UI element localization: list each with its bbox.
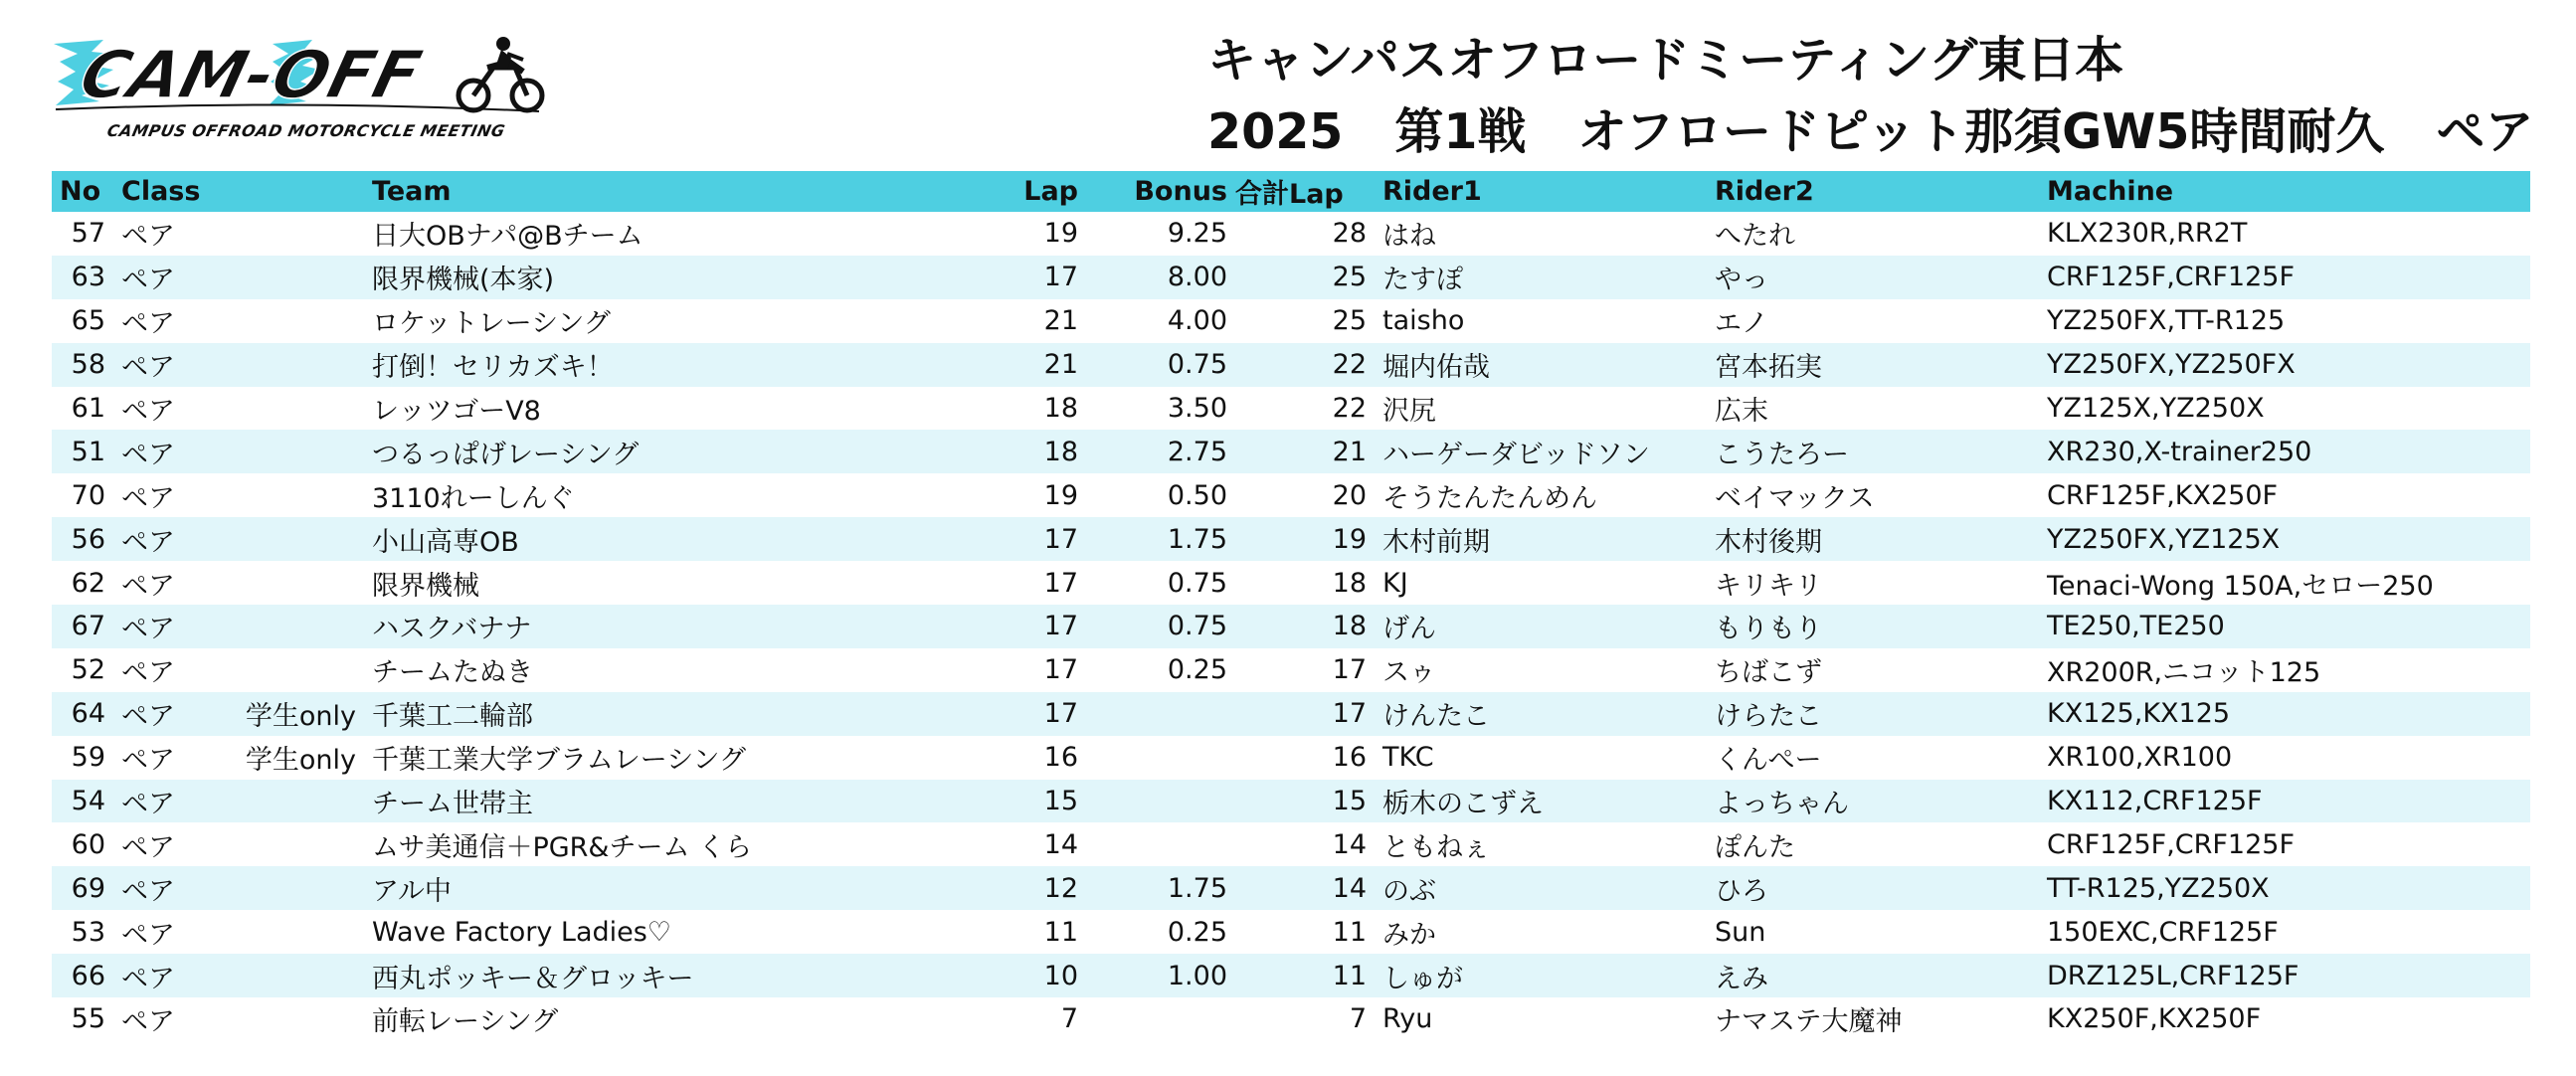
cell-bonus: 0.50: [1167, 479, 1227, 511]
table-row: [52, 387, 2530, 431]
cell-team: ロケットレーシング: [372, 308, 611, 340]
motocross-rider-icon: [459, 37, 542, 110]
cell-lap: 7: [1060, 1003, 1078, 1035]
cell-rider2: Sun: [1715, 916, 1766, 948]
cell-machine: DRZ125L,CRF125F: [2047, 960, 2300, 991]
cell-sub: [237, 212, 364, 256]
cell-rider1: KJ: [1382, 567, 1408, 599]
cell-team: つるっぱげレーシング: [372, 439, 640, 470]
cell-team: 打倒！セリカズキ！: [372, 352, 614, 384]
cell-sub: 学生only: [245, 745, 356, 777]
cell-no: 64: [71, 698, 105, 730]
cell-total-lap: 14: [1332, 872, 1367, 904]
cell-lap: 15: [1043, 786, 1078, 817]
cell-lap: 19: [1043, 218, 1078, 250]
cell-no: 51: [71, 436, 105, 467]
cell-total-lap: 18: [1332, 567, 1367, 599]
cell-team: チームたぬき: [372, 657, 533, 689]
cell-machine: KX125,KX125: [2047, 698, 2231, 730]
cell-bonus: 0.75: [1167, 349, 1227, 381]
cell-rider1: のぶ: [1382, 875, 1436, 907]
cell-rider2: へたれ: [1715, 221, 1795, 253]
cell-team: ムサ美通信＋PGR&チーム くら: [372, 831, 753, 863]
cell-total-lap: 11: [1332, 916, 1367, 948]
cell-team: 3110れーしんぐ: [372, 482, 575, 514]
cell-rider2: 広末: [1715, 396, 1768, 427]
cell-lap: 17: [1043, 262, 1078, 293]
cell-bonus: [1086, 780, 1235, 823]
cell-sub: [237, 822, 364, 866]
cell-bonus: 3.50: [1167, 393, 1227, 424]
header-team: Team: [372, 176, 452, 207]
header-machine: Machine: [2047, 176, 2174, 207]
cell-rider2: もりもり: [1715, 614, 1822, 645]
cell-no: 62: [71, 567, 105, 599]
cell-rider2: こうたろー: [1715, 439, 1849, 470]
cell-rider1: そうたんたんめん: [1382, 482, 1597, 514]
cell-rider1: たすぽ: [1382, 265, 1463, 296]
cell-rider1: 栃木のこずえ: [1382, 789, 1544, 820]
cell-rider1: ともねぇ: [1382, 831, 1490, 863]
cell-team: Wave Factory Ladies♡: [372, 916, 672, 948]
header-rider2: Rider2: [1715, 176, 1814, 207]
cell-no: 67: [71, 611, 105, 642]
cell-class: ペア: [121, 963, 175, 994]
cell-total-lap: 7: [1349, 1003, 1367, 1035]
cell-team: 小山高専OB: [372, 526, 519, 558]
cell-total-lap: 17: [1332, 698, 1367, 730]
cell-sub: [237, 387, 364, 431]
cell-class: ペア: [121, 570, 175, 602]
cell-machine: KLX230R,RR2T: [2047, 218, 2248, 250]
cell-no: 63: [71, 262, 105, 293]
cell-bonus: [1086, 997, 1235, 1041]
cell-sub: [237, 997, 364, 1041]
cell-bonus: 1.75: [1167, 523, 1227, 555]
cell-rider2: けらたこ: [1715, 701, 1822, 733]
cell-bonus: [1086, 692, 1235, 736]
cell-bonus: 4.00: [1167, 305, 1227, 337]
cell-team: 西丸ポッキー＆グロッキー: [372, 963, 694, 994]
cell-sub: [237, 343, 364, 387]
cell-bonus: [1086, 822, 1235, 866]
table-row: [52, 343, 2530, 387]
cell-class: ペア: [121, 701, 175, 733]
cell-sub: [237, 256, 364, 299]
cell-rider2: 宮本拓実: [1715, 352, 1822, 384]
cell-bonus: 0.25: [1167, 654, 1227, 686]
cell-no: 70: [71, 479, 105, 511]
cell-machine: XR100,XR100: [2047, 742, 2233, 774]
cell-no: 59: [71, 742, 105, 774]
cell-sub: [237, 648, 364, 692]
cell-team: 千葉工二輪部: [372, 701, 533, 733]
cell-machine: YZ250FX,TT-R125: [2047, 305, 2286, 337]
cell-lap: 19: [1043, 479, 1078, 511]
cell-class: ペア: [121, 439, 175, 470]
cell-class: ペア: [121, 482, 175, 514]
cell-machine: YZ125X,YZ250X: [2047, 393, 2265, 424]
cell-class: ペア: [121, 919, 175, 951]
cell-rider1: みか: [1382, 919, 1436, 951]
cell-lap: 18: [1043, 436, 1078, 467]
cell-rider1: しゅが: [1382, 963, 1463, 994]
cell-rider1: けんたこ: [1382, 701, 1490, 733]
cell-total-lap: 18: [1332, 611, 1367, 642]
cell-total-lap: 16: [1332, 742, 1367, 774]
cell-lap: 17: [1043, 523, 1078, 555]
logo-wordmark: CAM-OFF: [73, 36, 430, 113]
cell-no: 56: [71, 523, 105, 555]
cell-rider1: はね: [1382, 221, 1436, 253]
cell-bonus: 1.75: [1167, 872, 1227, 904]
cell-team: 限界機械: [372, 570, 479, 602]
cell-sub: [237, 780, 364, 823]
cell-class: ペア: [121, 745, 175, 777]
cell-no: 61: [71, 393, 105, 424]
cell-no: 55: [71, 1003, 105, 1035]
header-lap: Lap: [1023, 176, 1078, 207]
cam-off-logo: [52, 30, 549, 144]
cell-no: 54: [71, 786, 105, 817]
event-series-title: キャンパスオフロードミーティング東日本: [1207, 32, 2124, 89]
header-sub: [237, 171, 364, 212]
cell-bonus: 9.25: [1167, 218, 1227, 250]
cell-bonus: [1086, 736, 1235, 780]
cell-rider1: 木村前期: [1382, 526, 1490, 558]
cell-team: チーム世帯主: [372, 789, 533, 820]
cell-lap: 21: [1043, 349, 1078, 381]
race-round: 第1戦: [1394, 103, 1527, 160]
cell-lap: 16: [1043, 742, 1078, 774]
cell-total-lap: 15: [1332, 786, 1367, 817]
header-no: No: [60, 176, 101, 207]
cell-rider1: taisho: [1382, 305, 1465, 337]
table-row: [52, 561, 2530, 605]
cell-lap: 11: [1043, 916, 1078, 948]
cell-rider2: ナマステ大魔神: [1715, 1006, 1903, 1038]
cell-rider1: ハーゲーダビッドソン: [1382, 439, 1650, 470]
cell-machine: Tenaci-Wong 150A,セロー250: [2047, 570, 2434, 602]
table-row: [52, 954, 2530, 997]
cell-bonus: 0.75: [1167, 567, 1227, 599]
cell-sub: [237, 517, 364, 561]
cell-rider1: TKC: [1382, 742, 1434, 774]
cell-machine: 150EXC,CRF125F: [2047, 916, 2279, 948]
cell-no: 58: [71, 349, 105, 381]
cell-total-lap: 11: [1332, 960, 1367, 991]
cell-lap: 17: [1043, 698, 1078, 730]
cell-rider2: ひろ: [1715, 875, 1768, 907]
cell-total-lap: 25: [1332, 305, 1367, 337]
cell-total-lap: 28: [1332, 218, 1367, 250]
cell-rider2: エノ: [1715, 308, 1768, 340]
table-row: [52, 473, 2530, 517]
cell-team: 千葉工業大学ブラムレーシング: [372, 745, 746, 777]
event-race-title: [1207, 101, 2533, 163]
cell-total-lap: 22: [1332, 349, 1367, 381]
cell-team: 限界機械(本家): [372, 265, 555, 296]
cell-no: 65: [71, 305, 105, 337]
cell-lap: 17: [1043, 611, 1078, 642]
cell-rider2: 木村後期: [1715, 526, 1822, 558]
cell-team: ハスクバナナ: [372, 614, 532, 645]
cell-rider1: スゥ: [1382, 657, 1436, 689]
cell-no: 53: [71, 916, 105, 948]
cell-no: 66: [71, 960, 105, 991]
results-table: [52, 171, 2530, 1041]
cell-sub: [237, 866, 364, 910]
cell-total-lap: 17: [1332, 654, 1367, 686]
cell-team: レッツゴーV8: [372, 396, 541, 427]
table-row: [52, 299, 2530, 343]
cell-rider2: くんぺー: [1715, 745, 1822, 777]
table-row: [52, 822, 2530, 866]
cell-sub: [237, 473, 364, 517]
cell-rider2: やっ: [1715, 265, 1768, 296]
cell-machine: KX250F,KX250F: [2047, 1003, 2262, 1035]
race-class: ペア: [2436, 103, 2534, 160]
table-row: [52, 648, 2530, 692]
cell-no: 60: [71, 828, 105, 860]
cell-sub: [237, 954, 364, 997]
cell-machine: CRF125F,CRF125F: [2047, 262, 2295, 293]
cell-machine: TE250,TE250: [2047, 611, 2225, 642]
cell-rider2: ベイマックス: [1715, 482, 1875, 514]
cell-rider1: Ryu: [1382, 1003, 1433, 1035]
cell-total-lap: 21: [1332, 436, 1367, 467]
table-row: [52, 256, 2530, 299]
cell-team: 前転レーシング: [372, 1006, 559, 1038]
logo-subtitle: CAMPUS OFFROAD MOTORCYCLE MEETING: [104, 121, 507, 140]
table-row: [52, 736, 2530, 780]
header-total-lap: 合計Lap: [1235, 179, 1344, 210]
cell-rider2: キリキリ: [1715, 570, 1822, 602]
cell-no: 57: [71, 218, 105, 250]
cell-bonus: 2.75: [1167, 436, 1227, 467]
cell-rider2: えみ: [1715, 963, 1768, 994]
table-body: [52, 212, 2530, 1041]
cell-sub: [237, 299, 364, 343]
cell-machine: CRF125F,KX250F: [2047, 479, 2279, 511]
cell-class: ペア: [121, 831, 175, 863]
cell-machine: XR200R,ニコット125: [2047, 657, 2321, 689]
cell-lap: 10: [1043, 960, 1078, 991]
table-row: [52, 692, 2530, 736]
cell-total-lap: 25: [1332, 262, 1367, 293]
cell-class: ペア: [121, 1006, 175, 1038]
cell-sub: [237, 605, 364, 648]
cell-class: ペア: [121, 789, 175, 820]
cell-class: ペア: [121, 308, 175, 340]
table-header: [52, 171, 2530, 212]
cell-class: ペア: [121, 526, 175, 558]
cell-lap: 17: [1043, 567, 1078, 599]
cell-team: 日大OBナパ@Bチーム: [372, 221, 644, 253]
header-class: Class: [121, 176, 201, 207]
cell-sub: [237, 430, 364, 473]
table-row: [52, 605, 2530, 648]
cell-sub: [237, 561, 364, 605]
cell-bonus: 0.25: [1167, 916, 1227, 948]
race-event-name: オフロードピット那須GW5時間耐久: [1577, 103, 2385, 160]
cell-machine: CRF125F,CRF125F: [2047, 828, 2295, 860]
cell-total-lap: 19: [1332, 523, 1367, 555]
cell-rider1: 沢尻: [1382, 396, 1436, 427]
table-row: [52, 212, 2530, 256]
cell-machine: TT-R125,YZ250X: [2047, 872, 2270, 904]
cell-rider1: げん: [1382, 614, 1436, 645]
table-row: [52, 910, 2530, 954]
cell-bonus: 1.00: [1167, 960, 1227, 991]
race-year: 2025: [1207, 103, 1344, 160]
cell-lap: 21: [1043, 305, 1078, 337]
header-bonus: Bonus: [1134, 176, 1227, 207]
cell-lap: 12: [1043, 872, 1078, 904]
cell-lap: 14: [1043, 828, 1078, 860]
cell-no: 52: [71, 654, 105, 686]
cell-rider2: よっちゃん: [1715, 789, 1849, 820]
cell-machine: KX112,CRF125F: [2047, 786, 2263, 817]
table-row: [52, 517, 2530, 561]
header-rider1: Rider1: [1382, 176, 1482, 207]
cell-rider2: ぽんた: [1715, 831, 1795, 863]
cell-total-lap: 14: [1332, 828, 1367, 860]
cell-class: ペア: [121, 265, 175, 296]
table-row: [52, 997, 2530, 1041]
cell-class: ペア: [121, 657, 175, 689]
cell-lap: 18: [1043, 393, 1078, 424]
cell-class: ペア: [121, 396, 175, 427]
cell-rider1: 堀内佑哉: [1382, 352, 1490, 384]
cell-total-lap: 20: [1332, 479, 1367, 511]
cell-class: ペア: [121, 221, 175, 253]
cell-team: アル中: [372, 875, 452, 907]
cell-machine: XR230,X-trainer250: [2047, 436, 2312, 467]
cell-sub: 学生only: [245, 701, 356, 733]
cell-lap: 17: [1043, 654, 1078, 686]
cell-class: ペア: [121, 352, 175, 384]
cell-machine: YZ250FX,YZ125X: [2047, 523, 2281, 555]
cell-class: ペア: [121, 614, 175, 645]
cell-no: 69: [71, 872, 105, 904]
cell-class: ペア: [121, 875, 175, 907]
cell-rider2: ちばこず: [1715, 657, 1822, 689]
cell-bonus: 8.00: [1167, 262, 1227, 293]
cell-bonus: 0.75: [1167, 611, 1227, 642]
cell-machine: YZ250FX,YZ250FX: [2047, 349, 2296, 381]
table-row: [52, 430, 2530, 473]
cell-sub: [237, 910, 364, 954]
cell-total-lap: 22: [1332, 393, 1367, 424]
table-row: [52, 780, 2530, 823]
table-row: [52, 866, 2530, 910]
